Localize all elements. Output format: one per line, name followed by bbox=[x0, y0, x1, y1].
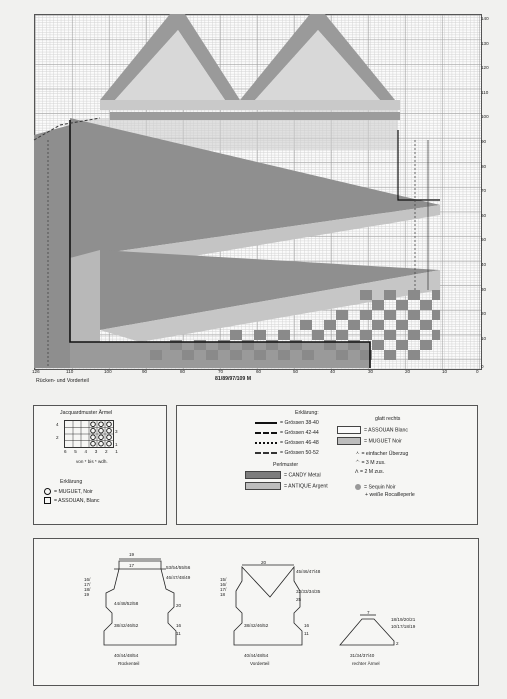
chart-size-caption: 81/89/97/109 M bbox=[215, 376, 252, 382]
glatt-item-1 bbox=[337, 426, 408, 434]
perl-title: Perlmuster bbox=[273, 462, 299, 468]
jacquard-col-label: 4 bbox=[84, 449, 91, 454]
stitch-label: 0 bbox=[476, 369, 479, 374]
row-label: 100 bbox=[481, 114, 489, 120]
front-right-mid-a: 32/33/34/35 bbox=[296, 589, 321, 594]
back-left-value: 18/ bbox=[84, 587, 91, 592]
jacquard-legend-title: Erklärung bbox=[60, 479, 83, 485]
row-label: 60 bbox=[481, 212, 487, 218]
legend-title: Erklärung: bbox=[295, 410, 319, 416]
front-piece-outline bbox=[214, 559, 334, 669]
sequin-label: = Sequin Noir bbox=[364, 484, 396, 491]
back-left-stack bbox=[84, 577, 90, 597]
back-chest-side: 20 bbox=[176, 603, 182, 608]
back-chest: 44/48/52/58 bbox=[114, 601, 139, 606]
back-top-width: 19 bbox=[129, 552, 135, 557]
legend-size-4 bbox=[255, 450, 319, 456]
stitch-label: 10 bbox=[442, 369, 448, 374]
square-icon bbox=[44, 497, 51, 504]
back-waist-side-a: 16 bbox=[176, 623, 182, 628]
front-left-value: 17/ bbox=[220, 587, 227, 592]
back-waist-side-b: 11 bbox=[176, 631, 181, 636]
front-bottom: 40/44/48/54 bbox=[244, 653, 269, 658]
glatt-item-label: = ASSOUAN Blanc bbox=[364, 427, 408, 434]
row-label: 90 bbox=[481, 139, 487, 144]
glatt-item-label: = MUGUET Noir bbox=[364, 438, 402, 445]
jacquard-col-label: 5 bbox=[74, 449, 81, 454]
jacquard-col-label: 2 bbox=[105, 449, 111, 454]
front-left-value: 18 bbox=[220, 592, 226, 597]
stitch-label: 80 bbox=[180, 369, 186, 374]
row-label: 20 bbox=[481, 311, 487, 317]
jacquard-row-label: 4 bbox=[56, 422, 59, 427]
front-top-width: 20 bbox=[261, 560, 267, 565]
front-left-value: 16/ bbox=[220, 582, 227, 587]
legend-size-label: = Grössen 38-40 bbox=[280, 420, 319, 426]
perl-item-2 bbox=[245, 482, 328, 490]
row-labels bbox=[481, 16, 495, 372]
back-bottom: 40/44/48/54 bbox=[114, 653, 139, 658]
decrease-label: = 3 M zus. bbox=[361, 460, 386, 466]
front-right-top: 45/46/47/48 bbox=[296, 569, 321, 574]
legend-size-1 bbox=[255, 420, 319, 426]
stitch-label: 40 bbox=[330, 369, 336, 374]
stitch-label: 100 bbox=[104, 369, 112, 374]
jacquard-grid bbox=[64, 420, 114, 448]
jacquard-title: Jacquardmuster Ärmel bbox=[60, 410, 113, 416]
back-left-value: 16/ bbox=[84, 577, 91, 582]
perl-item-label: = ANTIQUE Argent bbox=[284, 483, 328, 490]
antique-argent-swatch bbox=[245, 482, 281, 490]
back-caption: Rückenteil bbox=[118, 661, 140, 666]
sleeve-side: 2 bbox=[396, 641, 399, 646]
jacquard-col-label: 6 bbox=[64, 449, 70, 454]
sleeve-bottom: 31/34/37/40 bbox=[350, 653, 375, 658]
stitch-label: 110 bbox=[66, 369, 74, 374]
stitch-label: 126 bbox=[32, 369, 40, 374]
sleeve-top: 7 bbox=[367, 610, 370, 615]
sleeve-right-a: 18/19/20/21 bbox=[391, 617, 416, 622]
legend-size-2 bbox=[255, 430, 319, 436]
legend-size-label: = Grössen 42-44 bbox=[280, 430, 319, 436]
decrease-item-1 bbox=[355, 451, 408, 457]
jacquard-box bbox=[33, 405, 167, 525]
single-decrease-icon: ㅅ bbox=[355, 451, 362, 457]
row-label: 10 bbox=[481, 335, 487, 341]
jacquard-side-label: 1 bbox=[115, 442, 118, 447]
row-label: 140 bbox=[481, 16, 489, 21]
circle-icon bbox=[44, 488, 51, 495]
row-label: 70 bbox=[481, 188, 487, 194]
legend-size-3 bbox=[255, 440, 319, 446]
candy-metal-swatch bbox=[245, 471, 281, 479]
decrease-item-2 bbox=[355, 460, 386, 466]
stitch-label: 20 bbox=[405, 369, 411, 374]
back-neck: 17 bbox=[129, 563, 135, 568]
muguet-noir-swatch bbox=[337, 437, 361, 445]
jacquard-col-label: 1 bbox=[115, 449, 122, 454]
sleeve-caption: rechter Ärmel bbox=[352, 661, 380, 666]
jacquard-repeat-note: von * bis * wdh. bbox=[76, 459, 108, 464]
jacquard-legend-square bbox=[44, 497, 99, 504]
row-label: 0 bbox=[481, 364, 484, 369]
front-left-stack bbox=[220, 577, 226, 597]
perl-item-1 bbox=[245, 471, 321, 479]
sequin-icon bbox=[355, 484, 361, 490]
row-label: 80 bbox=[481, 163, 487, 169]
front-waist-side-b: 11 bbox=[304, 631, 309, 636]
perl-item-label: = CANDY Metal bbox=[284, 472, 321, 479]
sleeve-right-b: 10/17/18/19 bbox=[391, 624, 416, 629]
front-right-mid-b: 25 bbox=[296, 597, 302, 602]
front-left-value: 15/ bbox=[220, 577, 227, 582]
jacquard-row-label: 2 bbox=[56, 435, 59, 440]
decrease-item-3 bbox=[355, 469, 384, 475]
assouan-blanc-swatch bbox=[337, 426, 361, 434]
dotted-line-icon bbox=[255, 442, 277, 444]
stitch-label: 70 bbox=[218, 369, 224, 374]
three-together-icon: ᄉ bbox=[355, 460, 362, 466]
back-right-top: 53/54/55/56 bbox=[166, 565, 191, 570]
legend-size-label: = Grössen 50-52 bbox=[280, 450, 319, 456]
legend-size-label: = Grössen 46-48 bbox=[280, 440, 319, 446]
stitch-label: 90 bbox=[142, 369, 148, 374]
two-together-icon: ᐱ bbox=[355, 469, 360, 475]
front-caption: Vorderteil bbox=[250, 661, 270, 666]
stitch-label: 60 bbox=[256, 369, 262, 374]
row-label: 50 bbox=[481, 237, 487, 243]
stitch-label: 30 bbox=[368, 369, 374, 374]
row-label: 40 bbox=[481, 262, 487, 267]
chart-bottom-caption: Rücken- und Vorderteil bbox=[36, 378, 89, 384]
sequin-item bbox=[355, 484, 396, 490]
jacquard-legend-circle bbox=[44, 488, 93, 495]
schematics-box bbox=[33, 538, 479, 686]
row-label: 130 bbox=[481, 40, 489, 46]
long-dash-line-icon bbox=[255, 452, 277, 454]
sequin-item-2: + weiße Rocailleperle bbox=[365, 492, 415, 498]
solid-line-icon bbox=[255, 422, 277, 424]
row-label: 110 bbox=[481, 89, 489, 95]
front-waist-side-a: 16 bbox=[304, 623, 310, 628]
decrease-label: = 2 M zus. bbox=[360, 469, 385, 475]
dashed-line-icon bbox=[255, 432, 277, 434]
legend-circle-label: = MUGUET, Noir bbox=[54, 488, 93, 495]
row-label: 30 bbox=[481, 286, 487, 292]
back-left-value: 19 bbox=[84, 592, 90, 597]
stitch-labels bbox=[30, 369, 480, 377]
glatt-title: glatt rechts bbox=[375, 416, 401, 422]
decrease-label: = einfacher Überzug bbox=[361, 451, 409, 457]
glatt-item-2 bbox=[337, 437, 402, 445]
jacquard-side-label: 3 bbox=[115, 429, 118, 434]
back-right-second: 46/47/48/49 bbox=[166, 575, 191, 580]
row-label: 120 bbox=[481, 65, 489, 71]
jacquard-col-label: 3 bbox=[94, 449, 101, 454]
back-left-value: 17/ bbox=[84, 582, 91, 587]
stitch-label: 50 bbox=[293, 369, 299, 374]
front-waist: 38/42/46/52 bbox=[244, 623, 269, 628]
legend-box bbox=[176, 405, 478, 525]
jacquard-col-labels bbox=[64, 449, 121, 454]
legend-square-label: = ASSOUAN, Blanc bbox=[54, 497, 100, 504]
back-waist: 38/42/46/52 bbox=[114, 623, 139, 628]
